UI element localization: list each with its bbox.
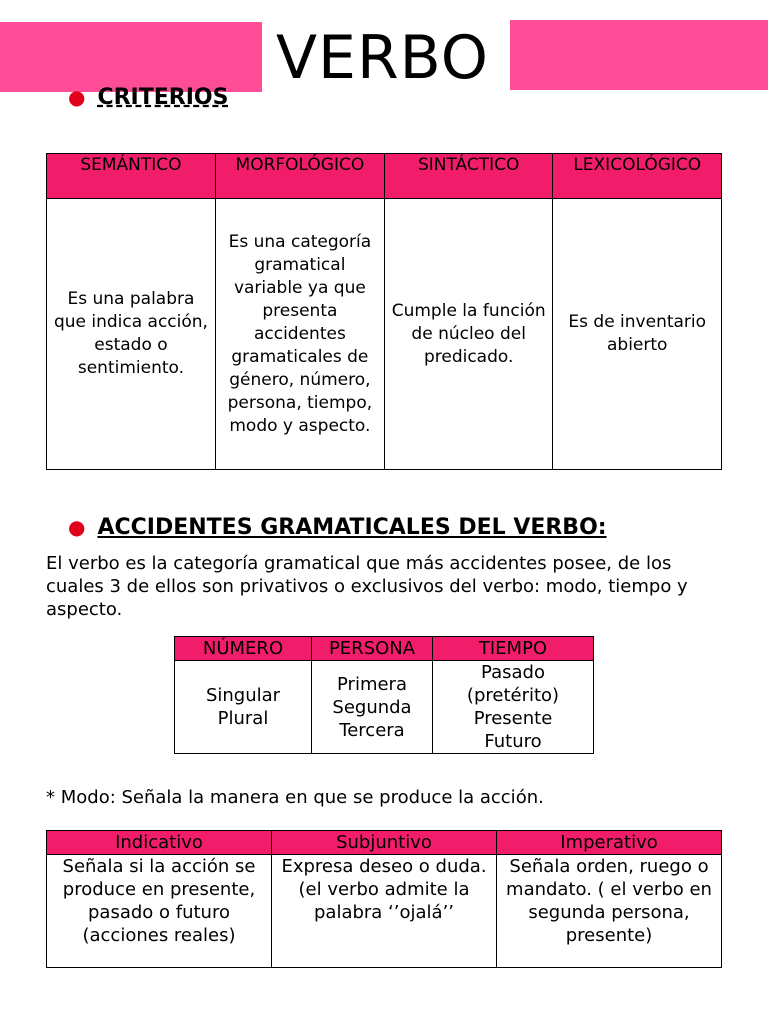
decorative-bar-right — [510, 20, 768, 90]
cell-persona: Primera Segunda Tercera — [312, 661, 433, 754]
criterios-heading: CRITERIOS — [97, 84, 229, 110]
table-row — [175, 661, 594, 754]
table-row — [47, 855, 722, 968]
modo-table — [46, 830, 722, 968]
bullet-icon: ● — [68, 515, 86, 539]
bullet-icon: ● — [68, 85, 86, 109]
accidentes-paragraph: El verbo es la categoría gramatical que más accidentes posee, de los cuales 3 de ellos son privativos o exclusivos del verbo: modo, tiempo y aspecto. — [46, 553, 688, 620]
header-semantico: SEMÁNTICO — [47, 154, 216, 199]
accidentes-table — [174, 636, 594, 754]
accidentes-bullet — [68, 510, 607, 544]
header-morfologico: MORFOLÓGICO — [215, 154, 384, 199]
header-subjuntivo: Subjuntivo — [272, 831, 497, 855]
page-title: VERBO — [276, 23, 489, 93]
header-tiempo: TIEMPO — [433, 637, 594, 661]
criterios-table — [46, 153, 722, 470]
cell-tiempo: Pasado (pretérito) Presente Futuro — [433, 661, 594, 754]
cell-lexicologico: Es de inventario abierto — [553, 199, 722, 470]
header-imperativo: Imperativo — [497, 831, 722, 855]
header-indicativo: Indicativo — [47, 831, 272, 855]
table-header-row — [47, 831, 722, 855]
modo-description: * Modo: Señala la manera en que se produce la acción. — [46, 787, 544, 808]
table-header-row — [47, 154, 722, 199]
cell-semantico: Es una palabra que indica acción, estado o sentimiento. — [47, 199, 216, 470]
accidentes-heading: ACCIDENTES GRAMATICALES DEL VERBO: — [97, 514, 607, 540]
header-persona: PERSONA — [312, 637, 433, 661]
cell-indicativo: Señala si la acción se produce en presente, pasado o futuro (acciones reales) — [47, 855, 272, 968]
table-header-row — [175, 637, 594, 661]
header-numero: NÚMERO — [175, 637, 312, 661]
cell-morfologico: Es una categoría gramatical variable ya que presenta accidentes gramaticales de género, número, persona, tiempo, modo y aspecto. — [215, 199, 384, 470]
header-sintactico: SINTÁCTICO — [384, 154, 553, 199]
header-lexicologico: LEXICOLÓGICO — [553, 154, 722, 199]
cell-numero: Singular Plural — [175, 661, 312, 754]
cell-subjuntivo: Expresa deseo o duda. (el verbo admite la palabra ‘’ojalá’’ — [272, 855, 497, 968]
cell-imperativo: Señala orden, ruego o mandato. ( el verbo en segunda persona, presente) — [497, 855, 722, 968]
cell-sintactico: Cumple la función de núcleo del predicado. — [384, 199, 553, 470]
table-row — [47, 199, 722, 470]
criterios-bullet — [68, 82, 228, 112]
